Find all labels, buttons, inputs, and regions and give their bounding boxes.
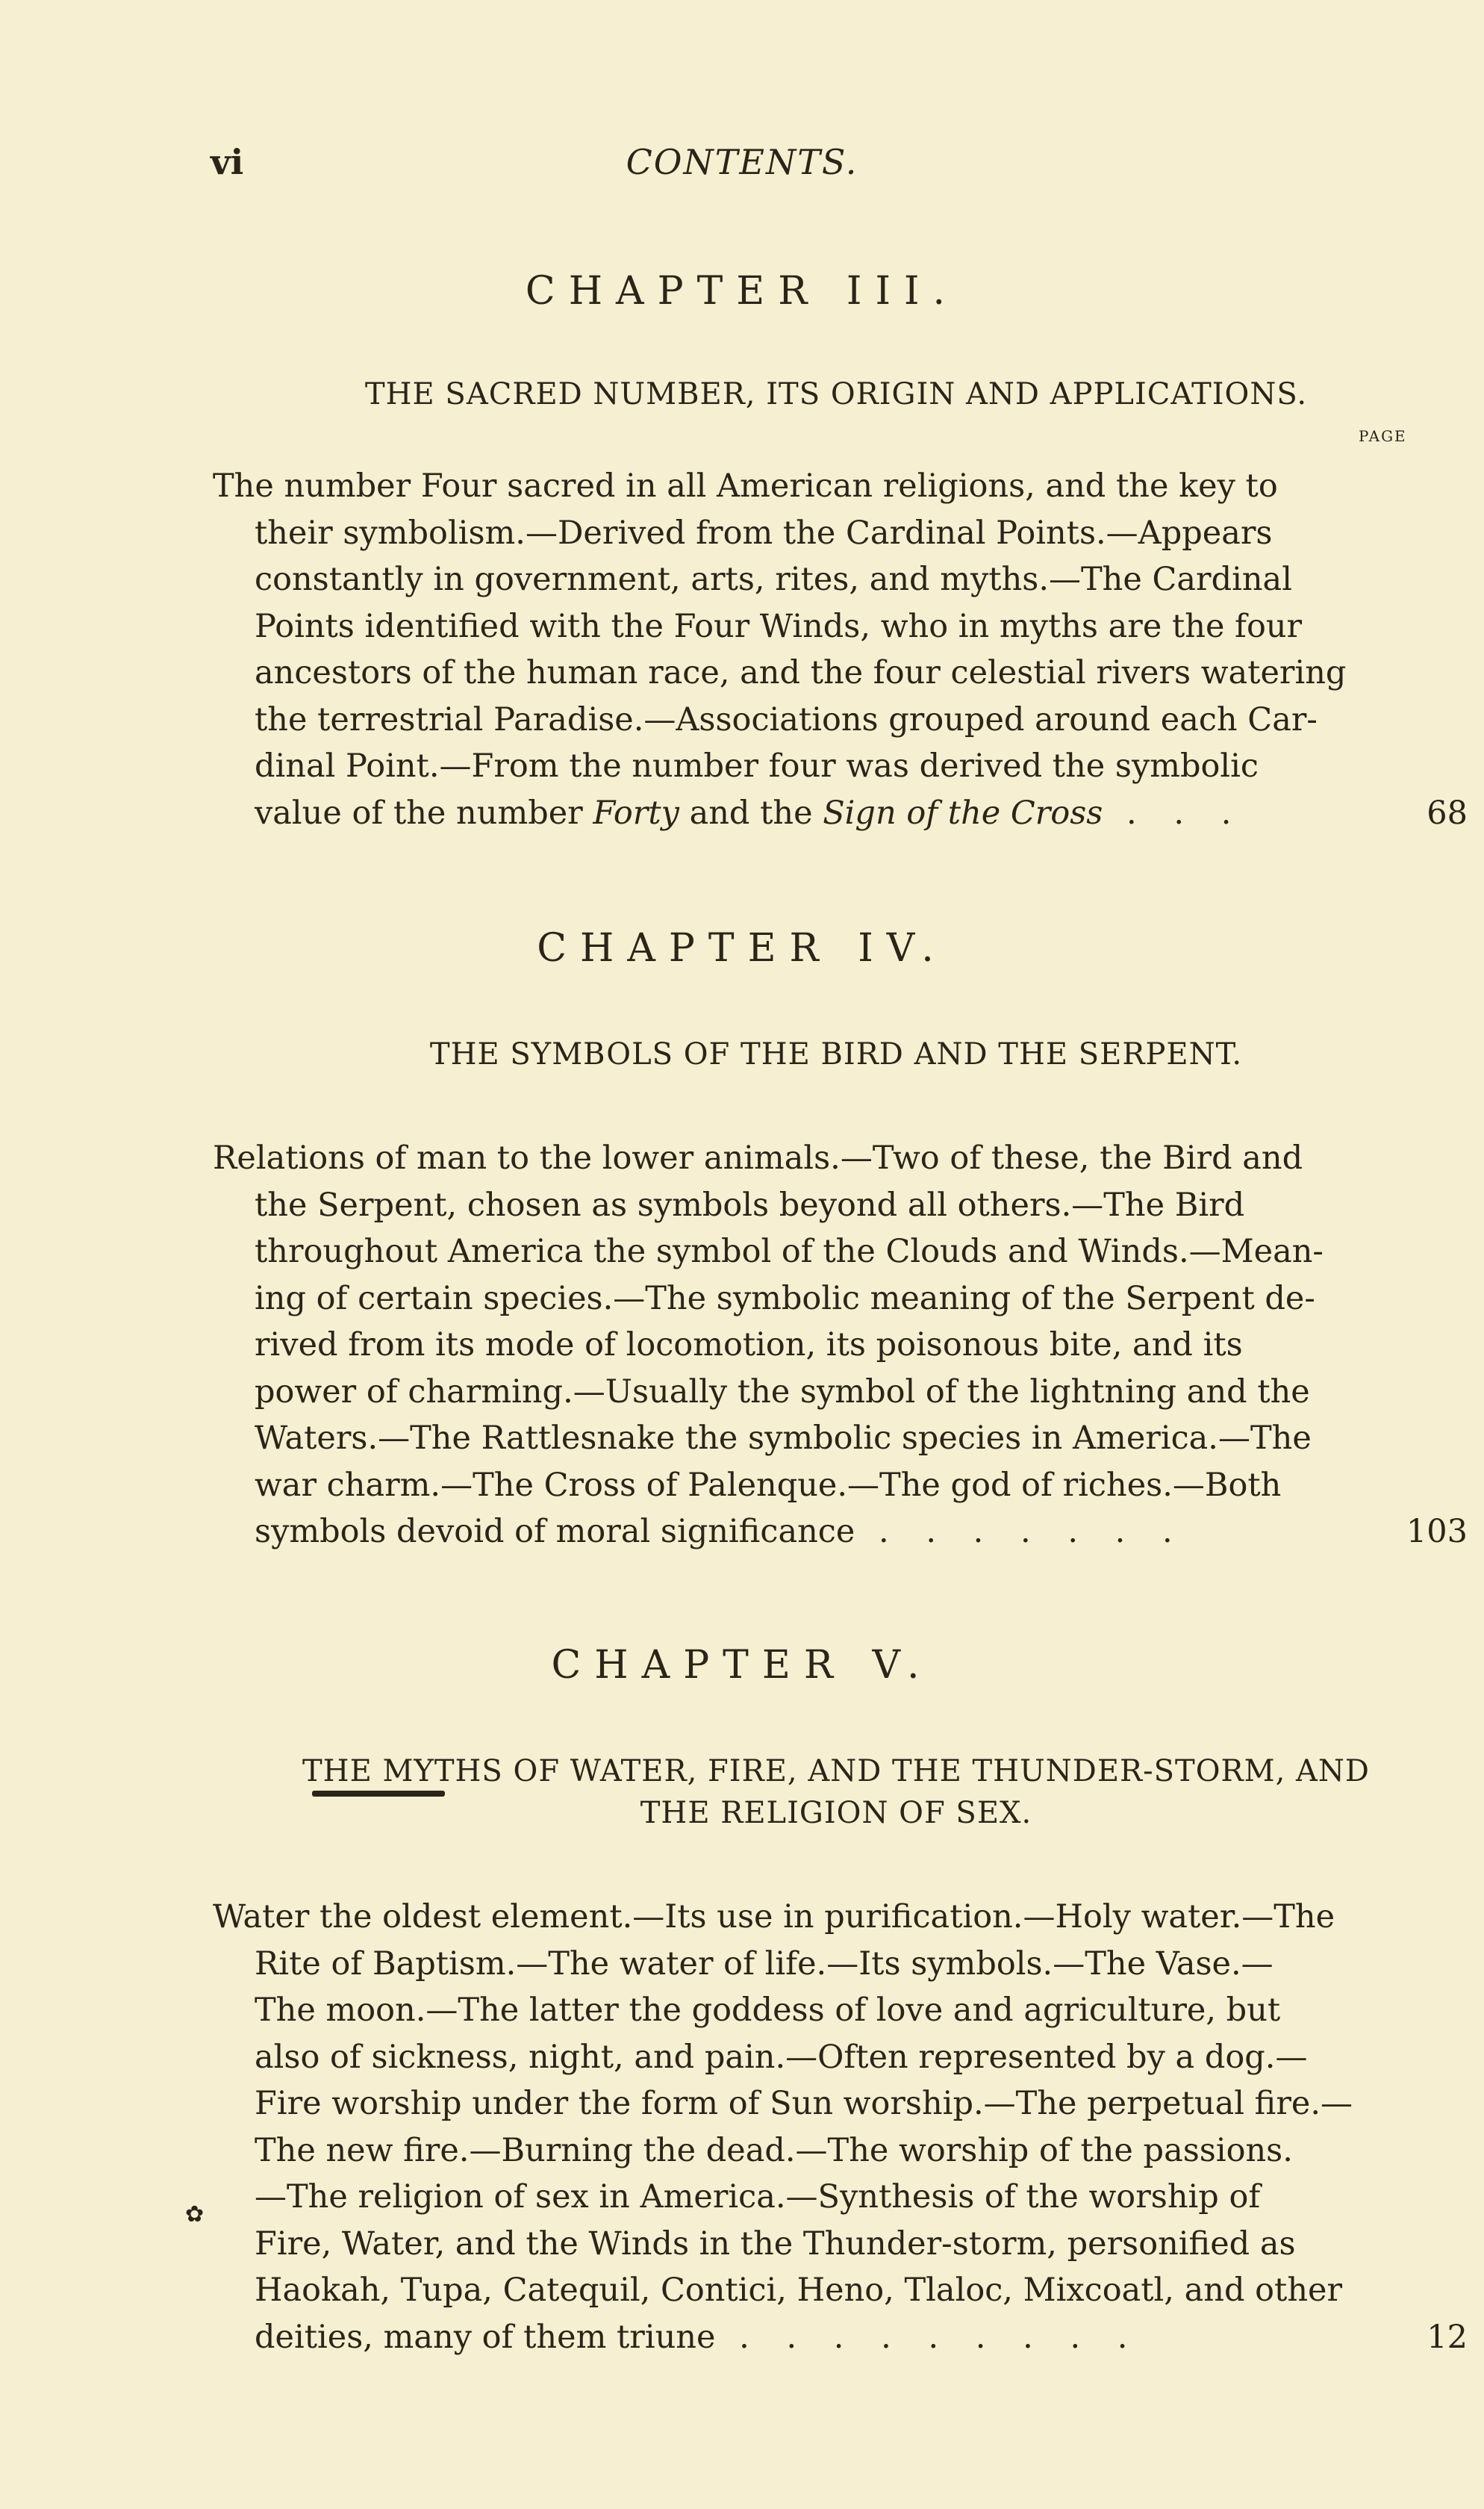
chapter-5-summary	[213, 1894, 1468, 2360]
running-head	[0, 142, 1484, 187]
summary-text: and the	[679, 794, 823, 832]
summary-line: rived from its mode of locomotion, its poisonous bite, and its	[255, 1326, 1243, 1364]
pencil-underline-mark	[312, 1791, 445, 1797]
summary-italic-sign: Sign of the Cross	[823, 794, 1103, 832]
margin-blot-icon: ✿	[185, 2201, 205, 2227]
summary-text: deities, many of them triune	[255, 2318, 716, 2356]
page-reference: 12	[1427, 2318, 1468, 2356]
summary-line: The number Four sacred in all American religions, and the key to	[213, 467, 1278, 505]
running-title: CONTENTS.	[626, 142, 858, 182]
summary-line: dinal Point.—From the number four was derived the symbolic	[255, 747, 1259, 785]
summary-line: the Serpent, chosen as symbols beyond all others.—The Bird	[255, 1186, 1245, 1224]
chapter-3-summary	[213, 463, 1468, 836]
summary-line: war charm.—The Cross of Palenque.—The god of riches.—Both	[255, 1466, 1282, 1504]
summary-line: —The religion of sex in America.—Synthesis of the worship of	[255, 2178, 1261, 2216]
chapter-4-subtitle	[209, 1033, 1463, 1075]
dot-leaders: . . . . . . .	[855, 1513, 1186, 1550]
chapter-3-subtitle	[209, 373, 1463, 415]
summary-line: throughout America the symbol of the Clouds and Winds.—Mean-	[255, 1233, 1324, 1270]
summary-line: their symbolism.—Derived from the Cardinal Points.—Appears	[255, 514, 1273, 552]
summary-italic-forty: Forty	[593, 794, 679, 832]
summary-last-line	[213, 1508, 1468, 1555]
summary-line: constantly in government, arts, rites, and myths.—The Cardinal	[255, 561, 1292, 598]
summary-line: The moon.—The latter the goddess of love and agriculture, but	[255, 1992, 1281, 2029]
summary-line: the terrestrial Paradise.—Associations grouped around each Car-	[255, 700, 1318, 739]
chapter-3-heading: CHAPTER III.	[525, 269, 959, 314]
summary-line: Points identified with the Four Winds, who in myths are the four	[255, 607, 1303, 645]
page-reference: 68	[1427, 794, 1468, 832]
chapter-3-subtitle-line: THE SACRED NUMBER, ITS ORIGIN AND APPLICATIONS.	[364, 377, 1308, 411]
chapter-4-heading: CHAPTER IV.	[537, 926, 947, 971]
dot-leaders: . . .	[1103, 794, 1245, 832]
page-reference: 103	[1406, 1513, 1468, 1550]
chapter-5-subtitle-line: THE MYTHS OF WATER, FIRE, AND THE THUNDER-STORM, AND	[302, 1754, 1370, 1788]
summary-line: The new fire.—Burning the dead.—The worship of the passions.	[255, 2131, 1293, 2169]
summary-line: Fire, Water, and the Winds in the Thunder-storm, personified as	[255, 2224, 1296, 2263]
summary-line: Waters.—The Rattlesnake the symbolic species in America.—The	[255, 1420, 1312, 1457]
summary-line: Water the oldest element.—Its use in purification.—Holy water.—The	[213, 1898, 1335, 1936]
summary-line: ing of certain species.—The symbolic meaning of the Serpent de-	[255, 1279, 1315, 1317]
summary-last-line	[213, 790, 1468, 837]
summary-text: symbols devoid of moral significance	[255, 1513, 855, 1550]
summary-line: power of charming.—Usually the symbol of the lightning and the	[255, 1372, 1310, 1411]
page-column-label: PAGE	[1359, 427, 1407, 445]
summary-line: Fire worship under the form of Sun worship.—The perpetual fire.—	[255, 2085, 1353, 2122]
summary-text: value of the number	[255, 794, 593, 832]
dot-leaders: . . . . . . . . .	[715, 2318, 1141, 2356]
summary-line: Haokah, Tupa, Catequil, Contici, Heno, Tlaloc, Mixcoatl, and other	[255, 2272, 1343, 2309]
chapter-4-summary	[213, 1135, 1468, 1555]
chapter-5-subtitle-line: THE RELIGION OF SEX.	[640, 1796, 1032, 1830]
summary-line: Rite of Baptism.—The water of life.—Its symbols.—The Vase.—	[255, 1944, 1273, 1983]
summary-line: ancestors of the human race, and the four celestial rivers watering	[255, 654, 1347, 691]
chapter-4-subtitle-line: THE SYMBOLS OF THE BIRD AND THE SERPENT.	[429, 1037, 1243, 1072]
folio-number: vi	[211, 142, 244, 182]
summary-line: Relations of man to the lower animals.—Two of these, the Bird and	[213, 1140, 1303, 1177]
summary-last-line	[213, 2314, 1468, 2361]
summary-line: also of sickness, night, and pain.—Often represented by a dog.—	[255, 2038, 1308, 2076]
chapter-5-heading: CHAPTER V.	[551, 1643, 933, 1688]
